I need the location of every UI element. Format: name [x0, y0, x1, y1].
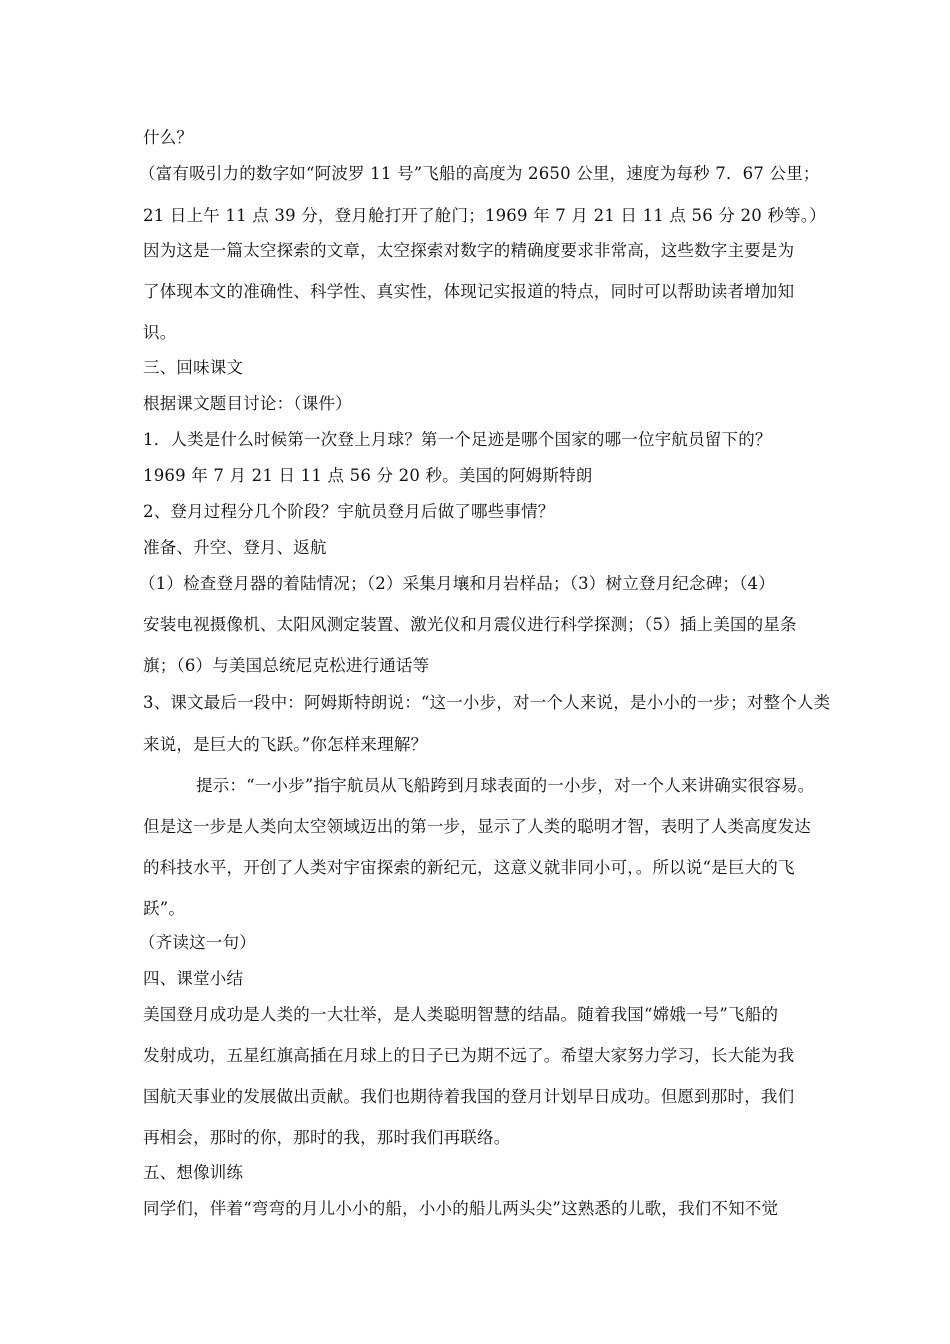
section-heading: 四、课堂小结: [143, 969, 244, 988]
text-line: 因为这是一篇太空探索的文章，太空探索对数字的精确度要求非常高，这些数字主要是为: [143, 241, 795, 260]
text-line: 识。: [143, 323, 177, 342]
text-line: 同学们，伴着“弯弯的月儿小小的船，小小的船儿两头尖”这熟悉的儿歌，我们不知不觉: [143, 1199, 779, 1218]
text-line: 发射成功，五星红旗高插在月球上的日子已为期不远了。希望大家努力学习，长大能为我: [143, 1046, 795, 1065]
text-line: 什么？: [143, 128, 194, 147]
question-line: 1．人类是什么时候第一次登上月球？第一个足迹是哪个国家的哪一位宇航员留下的？: [143, 430, 772, 449]
answer-line: 准备、升空、登月、返航: [143, 538, 327, 557]
question-line: 3、课文最后一段中：阿姆斯特朗说：“这一小步，对一个人来说，是小小的一步；对整个人类: [143, 693, 831, 712]
text-line: 旗；（6）与美国总统尼克松进行通话等: [143, 656, 430, 675]
text-line: 国航天事业的发展做出贡献。我们也期待着我国的登月计划早日成功。但愿到那时，我们: [143, 1087, 795, 1106]
question-line: 2、登月过程分几个阶段？宇航员登月后做了哪些事情？: [143, 502, 555, 521]
text-line: 来说，是巨大的飞跃。”你怎样来理解？: [143, 735, 428, 754]
text-line: 再相会，那时的你，那时的我，那时我们再联络。: [143, 1128, 511, 1147]
answer-line: 1969 年 7 月 21 日 11 点 56 分 20 秒。美国的阿姆斯特朗: [143, 466, 593, 485]
section-heading: 三、回味课文: [143, 358, 244, 377]
section-heading: 五、想像训练: [143, 1163, 244, 1182]
text-line: 了体现本文的准确性、科学性、真实性，体现记实报道的特点，同时可以帮助读者增加知: [143, 282, 795, 301]
hint-line: 提示：“一小步”指宇航员从飞船跨到月球表面的一小步，对一个人来讲确实很容易。: [196, 776, 815, 795]
text-line: （1）检查登月器的着陆情况；（2）采集月壤和月岩样品；（3）树立登月纪念碑；（4）: [139, 574, 775, 593]
text-line: 根据课文题目讨论：（课件）: [143, 394, 352, 413]
text-line: 21 日上午 11 点 39 分，登月舱打开了舱门；1969 年 7 月 21 日 11 点 56 分 20 秒等。）: [143, 206, 826, 225]
text-line: （齐读这一句）: [139, 933, 256, 952]
text-line: 跃”。: [143, 899, 186, 918]
text-line: 的科技水平，开创了人类对宇宙探索的新纪元，这意义就非同小可，。所以说“是巨大的飞: [143, 858, 795, 877]
text-line: （富有吸引力的数字如“阿波罗 11 号”飞船的高度为 2650 公里，速度为每秒 7．67 公里；: [139, 164, 820, 183]
text-line: 安装电视摄像机、太阳风测定装置、激光仪和月震仪进行科学探测；（5）插上美国的星条: [143, 615, 797, 634]
text-line: 美国登月成功是人类的一大壮举，是人类聪明智慧的结晶。随着我国“嫦娥一号”飞船的: [143, 1005, 779, 1024]
text-line: 但是这一步是人类向太空领域迈出的第一步，显示了人类的聪明才智，表明了人类高度发达: [143, 817, 811, 836]
